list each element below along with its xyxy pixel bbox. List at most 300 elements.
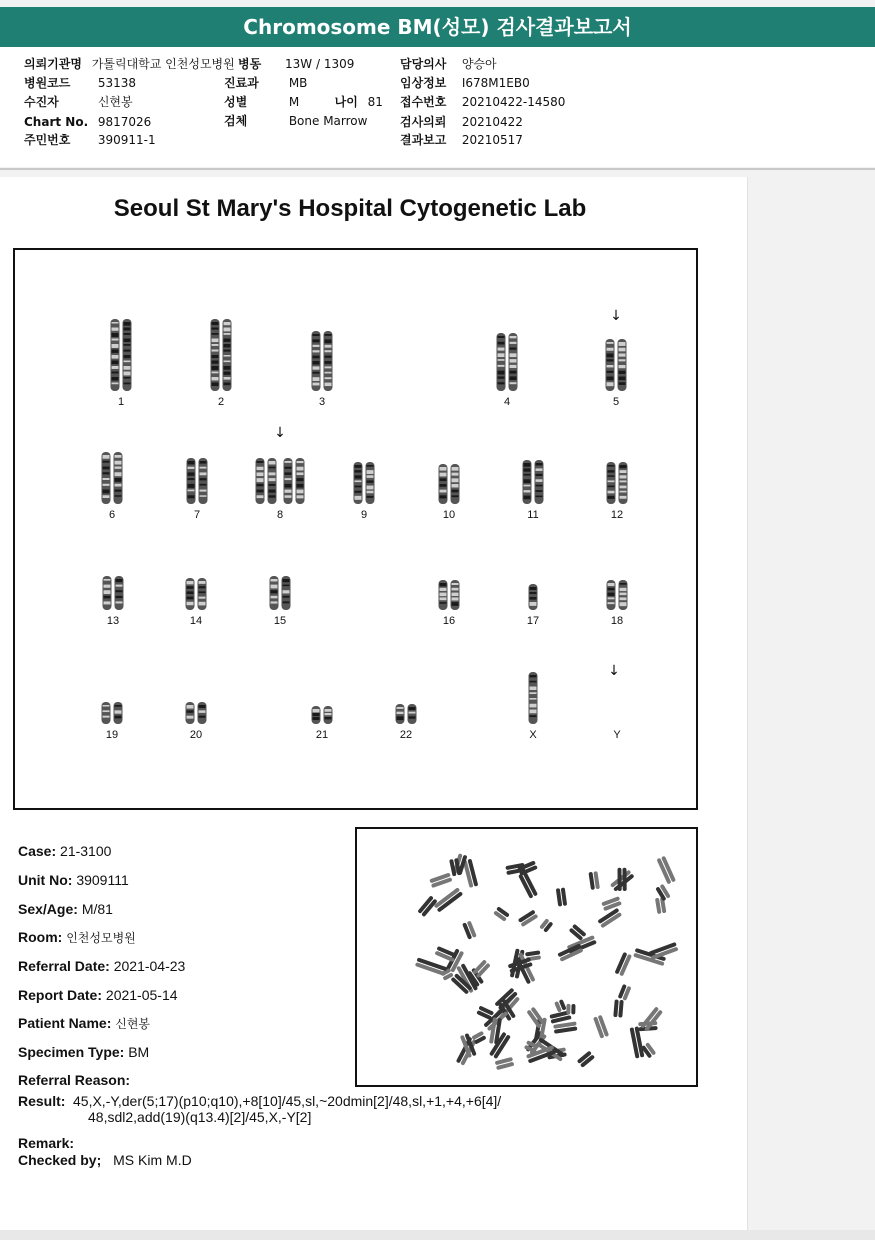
chromosome-band	[498, 365, 505, 367]
chromosome-band	[124, 361, 131, 363]
chromosome-band	[269, 478, 276, 481]
chromosome-band	[620, 465, 627, 468]
chromosome-3	[312, 331, 333, 391]
chromosome-band	[116, 590, 123, 592]
chromosome-band	[212, 344, 219, 346]
chromosome-band	[452, 602, 459, 606]
chromosome-label-19: 19	[105, 729, 119, 741]
request-label: 검사의뢰	[400, 115, 447, 129]
metaphase-chromosome	[554, 999, 567, 1013]
chromosome-label-17: 17	[526, 615, 540, 627]
chromosome-11	[523, 460, 544, 504]
chromosome-band	[536, 468, 543, 470]
chromosome-band	[409, 716, 416, 718]
chromosome-band	[115, 716, 122, 719]
chromosome-5	[606, 339, 627, 391]
specimen-row	[224, 112, 367, 130]
sexage-field	[18, 901, 113, 917]
metaphase-chromosome	[429, 872, 452, 888]
chromosome-band	[620, 602, 627, 606]
receipt-label: 접수번호	[400, 95, 447, 109]
reportdate-label: 결과보고	[400, 133, 447, 147]
chromosome-band	[619, 354, 626, 357]
clinical-label: 임상정보	[400, 76, 447, 90]
metaphase-chromosome	[556, 887, 567, 906]
chromosome-band	[313, 717, 320, 720]
result-line-1: 45,X,-Y,der(5;17)(p10;q10),+8[10]/45,sl,~20dmin[2]/48,sl,+1,+4,+6[4]/	[73, 1093, 502, 1109]
chromosome-band	[620, 475, 627, 478]
doctor-label: 담당의사	[400, 57, 447, 71]
chromosome-band	[283, 596, 290, 598]
chromosome-band	[440, 495, 447, 498]
idnum-value: 390911-1	[97, 133, 156, 147]
chromosome-band	[536, 463, 543, 465]
metaphase-chromatid	[566, 1004, 570, 1014]
metaphase-chromatid	[571, 1004, 575, 1014]
room-value: 인천성모병원	[66, 931, 136, 945]
refdate-value: 2021-04-23	[113, 958, 186, 974]
chromosome-band	[200, 495, 207, 497]
chromosome-band	[115, 710, 122, 713]
chromosome-band	[325, 377, 332, 379]
chromosome-band	[124, 333, 131, 335]
metaphase-chromatid	[617, 868, 621, 891]
chromosome-band	[199, 591, 206, 593]
chromosome-band	[313, 356, 320, 359]
chromosome-band	[285, 495, 292, 498]
chromosome-band	[297, 467, 304, 471]
chromosome-band	[224, 344, 231, 347]
refdate-label: Referral Date:	[18, 958, 110, 974]
chromosome-band	[510, 382, 517, 384]
chromosome-band	[530, 587, 537, 590]
chromosome-band	[440, 478, 447, 481]
chromosome-band	[510, 336, 517, 338]
receipt-value: 20210422-14580	[461, 95, 566, 109]
karyotype-image	[13, 248, 698, 810]
chromosome-band	[536, 479, 543, 482]
chromosome-band	[440, 588, 447, 591]
chromosome-band	[224, 383, 231, 386]
chromosome-band	[608, 597, 615, 599]
chromosome-band	[271, 590, 278, 593]
ward-value: 13W / 1309	[285, 57, 355, 71]
chromosome-14	[186, 578, 207, 610]
chromosome-band	[607, 382, 614, 386]
chromosome-band	[199, 710, 206, 713]
doctor-row	[400, 55, 497, 73]
chromosome-band	[257, 495, 264, 498]
chromosome-band	[498, 342, 505, 345]
chromosome-band	[608, 475, 615, 477]
report-title: Chromosome BM(성모) 검사결과보고서	[0, 7, 875, 47]
chromosome-band	[608, 602, 615, 604]
chromosome-band	[104, 585, 111, 588]
case-label: Case:	[18, 843, 57, 859]
checked-label: Checked by;	[18, 1152, 102, 1168]
clinical-value: I678M1EB0	[461, 76, 530, 90]
chromosome-band	[297, 478, 304, 481]
chromosome-9	[354, 462, 375, 504]
reportdate-value: 20210517	[461, 133, 523, 147]
chromosome-label-7: 7	[193, 509, 201, 521]
chromosome-band	[283, 590, 290, 593]
chromosome-band	[620, 470, 627, 473]
chromosome-band	[285, 472, 292, 474]
chromosome-band	[115, 478, 122, 482]
bottom-strip	[0, 1230, 875, 1240]
chromosome-band	[530, 687, 537, 691]
chromosome-band	[536, 474, 543, 476]
chromosome-band	[103, 705, 110, 707]
metaphase-chromosome	[601, 896, 622, 911]
chromosome-12	[607, 462, 628, 504]
chromosome-band	[367, 486, 374, 490]
chromosome-band	[285, 478, 292, 480]
chromosome-band	[620, 480, 627, 482]
chromosome-band	[620, 593, 627, 596]
metaphase-chromatid	[618, 1000, 623, 1018]
chromosome-band	[269, 472, 276, 475]
chromosome-band	[355, 480, 362, 482]
chromosome-band	[620, 491, 627, 493]
chromosome-band	[452, 484, 459, 487]
checked-value: MS Kim M.D	[113, 1152, 192, 1168]
chromosome-band	[355, 496, 362, 500]
chromosome-band	[367, 475, 374, 478]
chromosome-band	[199, 581, 206, 584]
chromosome-7	[187, 458, 208, 504]
chromosome-band	[510, 342, 517, 344]
metaphase-chromosome	[657, 856, 676, 885]
chromosome-band	[112, 355, 119, 359]
chromosome-band	[269, 490, 276, 493]
chromosome-band	[452, 478, 459, 482]
chromosome-band	[607, 359, 614, 361]
idnum-label: 주민번호	[24, 133, 71, 147]
chromosome-band	[271, 585, 278, 589]
chromosome-band	[530, 692, 537, 694]
chromosome-band	[124, 322, 131, 326]
chromosome-band	[397, 712, 404, 714]
chromosome-band	[187, 597, 194, 600]
chromosome-band	[607, 342, 614, 344]
chromosome-band	[200, 478, 207, 480]
chromosome-label-1: 1	[117, 396, 125, 408]
chromosome-band	[283, 579, 290, 582]
chromosome-label-y: Y	[613, 729, 621, 741]
chromosome-band	[224, 355, 231, 357]
specimen-label: 검체	[224, 114, 248, 128]
chromosome-band	[200, 490, 207, 492]
chromosome-band	[115, 490, 122, 492]
result-line-2: 48,sdl2,add(19)(q13.4)[2]/45,X,-Y[2]	[88, 1109, 312, 1125]
metaphase-chromosome	[462, 920, 477, 939]
chromosome-band	[530, 715, 537, 717]
repdate-value: 2021-05-14	[105, 987, 178, 1003]
institution-label: 의뢰기관명	[24, 57, 82, 71]
chromosome-band	[367, 470, 374, 474]
metaphase-chromosome	[630, 1026, 645, 1058]
chromosome-band	[409, 707, 416, 710]
chromosome-band	[212, 372, 219, 374]
chromosome-band	[200, 472, 207, 475]
ward-row	[238, 55, 354, 73]
chromosome-band	[187, 591, 194, 594]
metaphase-chromosome	[577, 1051, 595, 1068]
chromosome-band	[452, 597, 459, 600]
chromosome-band	[325, 345, 332, 348]
chromosome-band	[103, 455, 110, 459]
chromosome-band	[188, 461, 195, 464]
room-field	[18, 929, 136, 946]
chromosome-band	[530, 681, 537, 683]
chromosome-band	[440, 467, 447, 471]
chromosome-band	[257, 461, 264, 463]
metaphase-chromosome	[493, 906, 510, 922]
chromosome-label-9: 9	[360, 509, 368, 521]
chromosome-band	[212, 350, 219, 352]
chromosome-band	[103, 478, 110, 480]
chromosome-band	[199, 586, 206, 588]
metaphase-chromosome	[618, 984, 632, 1001]
age-label: 나이	[334, 95, 358, 109]
chromosome-band	[283, 601, 290, 603]
metaphase-chromosome	[553, 1021, 577, 1033]
chromosome-band	[498, 376, 505, 378]
chromosome-band	[608, 583, 615, 586]
patient-row	[24, 93, 133, 111]
chromosome-band	[257, 478, 264, 482]
header-divider	[0, 168, 875, 170]
chromosome-band	[452, 495, 459, 497]
chromosome-4	[497, 333, 518, 391]
chromosome-band	[124, 383, 131, 385]
chromosome-band	[524, 496, 531, 500]
chromosome-21	[312, 706, 333, 724]
chromosome-band	[498, 348, 505, 351]
chromosome-band	[224, 322, 231, 325]
chromosome-band	[530, 592, 537, 594]
chromosome-band	[188, 472, 195, 475]
chromosome-1	[111, 319, 132, 391]
chromosome-label-22: 22	[399, 729, 413, 741]
chromosome-band	[188, 495, 195, 498]
hospital-code-row	[24, 74, 136, 92]
chromosome-band	[619, 348, 626, 352]
chromosome-band	[187, 716, 194, 719]
chromosome-6	[102, 452, 123, 504]
chromosome-band	[607, 354, 614, 358]
chromosome-17	[529, 584, 538, 610]
chromosome-band	[498, 371, 505, 375]
chromosome-band	[313, 339, 320, 342]
chromosome-band	[440, 602, 447, 604]
chromosome-band	[498, 382, 505, 384]
chromosome-band	[530, 602, 537, 606]
chromosome-band	[116, 601, 123, 603]
chromosome-band	[524, 479, 531, 483]
chromosome-band	[124, 372, 131, 376]
chromosome-band	[620, 496, 627, 499]
chromosome-band	[104, 601, 111, 604]
institution-value: 가톨릭대학교 인천성모병원	[91, 57, 235, 71]
chromosome-band	[608, 465, 615, 467]
chromosome-band	[524, 474, 531, 476]
chromosome-band	[115, 461, 122, 465]
metaphase-chromosome	[415, 957, 448, 976]
chromosome-band	[325, 717, 332, 719]
chromosome-band	[257, 484, 264, 486]
chromatid	[199, 458, 208, 504]
chromosome-10	[439, 464, 460, 504]
request-row	[400, 113, 523, 131]
chromosome-label-3: 3	[318, 396, 326, 408]
chromosome-band	[452, 588, 459, 591]
metaphase-chromosome	[569, 924, 587, 941]
chromosome-band	[510, 348, 517, 350]
chromosome-band	[619, 365, 626, 368]
chromosome-band	[620, 588, 627, 591]
chromosome-band	[212, 366, 219, 370]
chromosome-band	[124, 339, 131, 342]
metaphase-chromosome	[434, 946, 457, 962]
chromosome-band	[200, 467, 207, 469]
chromosome-band	[620, 486, 627, 489]
chromosome-band	[440, 484, 447, 487]
chromosome-band	[325, 350, 332, 352]
repdate-label: Report Date:	[18, 987, 103, 1003]
chromosome-band	[187, 586, 194, 589]
spec-label: Specimen Type:	[18, 1044, 125, 1060]
chromosome-band	[188, 467, 195, 469]
chromosome-band	[285, 461, 292, 463]
chromosome-band	[536, 496, 543, 498]
chromosome-band	[269, 461, 276, 464]
reason-field	[18, 1072, 130, 1088]
spec-value: BM	[128, 1044, 150, 1060]
chromosome-band	[452, 583, 459, 585]
chromosome-band	[104, 596, 111, 599]
chromosome-band	[224, 377, 231, 380]
chromosome-band	[212, 339, 219, 343]
chromosome-band	[212, 355, 219, 358]
patient-value: 신현봉	[97, 95, 133, 109]
metaphase-chromosome	[615, 952, 632, 977]
chromosome-band	[269, 467, 276, 469]
lab-title: Seoul St Mary's Hospital Cytogenetic Lab	[113, 195, 587, 222]
chromosome-band	[212, 328, 219, 330]
age-value: 81	[367, 95, 383, 109]
institution-row	[24, 55, 235, 73]
patient-label: 수진자	[24, 95, 59, 109]
chromosome-band	[524, 468, 531, 471]
chromosome-band	[313, 372, 320, 374]
result-label: Result:	[18, 1093, 66, 1109]
metaphase-chromatid	[525, 950, 540, 956]
dept-value: MB	[288, 76, 308, 90]
chromosome-band	[355, 486, 362, 488]
chromosome-band	[313, 709, 320, 712]
chromosome-label-2: 2	[217, 396, 225, 408]
chromosome-band	[103, 490, 110, 494]
chromosome-band	[212, 377, 219, 380]
metaphase-image	[355, 827, 698, 1087]
chromosome-band	[283, 585, 290, 587]
spec-field	[18, 1044, 149, 1060]
metaphase-chromatid	[622, 868, 626, 891]
chromosome-band	[124, 377, 131, 379]
case-value: 21-3100	[60, 843, 112, 859]
chromosome-band	[297, 495, 304, 498]
chromosome-band	[104, 590, 111, 594]
chromosome-19	[102, 702, 123, 724]
chromosome-band	[536, 490, 543, 492]
chromosome-band	[355, 475, 362, 478]
chromosome-band	[440, 597, 447, 600]
reason-label: Referral Reason:	[18, 1072, 131, 1088]
chromosome-band	[608, 486, 615, 488]
chromosome-band	[103, 716, 110, 718]
result-block	[18, 1091, 578, 1168]
chromosome-band	[619, 342, 626, 346]
specimen-value: Bone Marrow	[288, 114, 368, 128]
chromosome-band	[112, 333, 119, 337]
metaphase-chromosome	[566, 1004, 575, 1015]
chromosome-band	[313, 383, 320, 386]
receipt-row	[400, 93, 565, 111]
chromosome-band	[112, 361, 119, 365]
chromosome-label-12: 12	[610, 509, 624, 521]
chromosome-band	[440, 583, 447, 586]
chromosome-band	[224, 366, 231, 370]
chromosome-band	[269, 484, 276, 486]
chromosome-band	[524, 490, 531, 492]
chromosome-band	[103, 461, 110, 463]
chromosome-band	[619, 377, 626, 381]
chromosome-band	[116, 596, 123, 598]
metaphase-chromosome	[495, 1057, 515, 1070]
chromosome-label-5: 5	[612, 396, 620, 408]
chromosome-band	[224, 361, 231, 363]
chromosome-band	[397, 707, 404, 709]
chromosome-band	[199, 602, 206, 606]
chromosome-band	[355, 465, 362, 468]
chromosome-band	[325, 709, 332, 712]
chromosome-band	[397, 716, 404, 720]
sex-label: 성별	[224, 95, 248, 109]
chart-label: Chart No.	[24, 115, 89, 129]
chromosome-band	[112, 377, 119, 380]
chromosome-band	[367, 496, 374, 498]
chromosome-label-15: 15	[273, 615, 287, 627]
chromosome-band	[271, 596, 278, 599]
chromosome-band	[313, 377, 320, 381]
pname-field	[18, 1015, 150, 1032]
chromosome-label-14: 14	[189, 615, 203, 627]
room-label: Room:	[18, 929, 63, 945]
chromosome-band	[607, 365, 614, 367]
chromosome-band	[112, 322, 119, 324]
chromosome-band	[440, 490, 447, 493]
sexage-label: Sex/Age:	[18, 901, 78, 917]
chromosome-band	[199, 716, 206, 718]
chromatid	[535, 460, 544, 504]
chromosome-band	[188, 478, 195, 480]
case-field	[18, 843, 111, 859]
chromosome-band	[607, 371, 614, 373]
chromosome-band	[325, 334, 332, 336]
